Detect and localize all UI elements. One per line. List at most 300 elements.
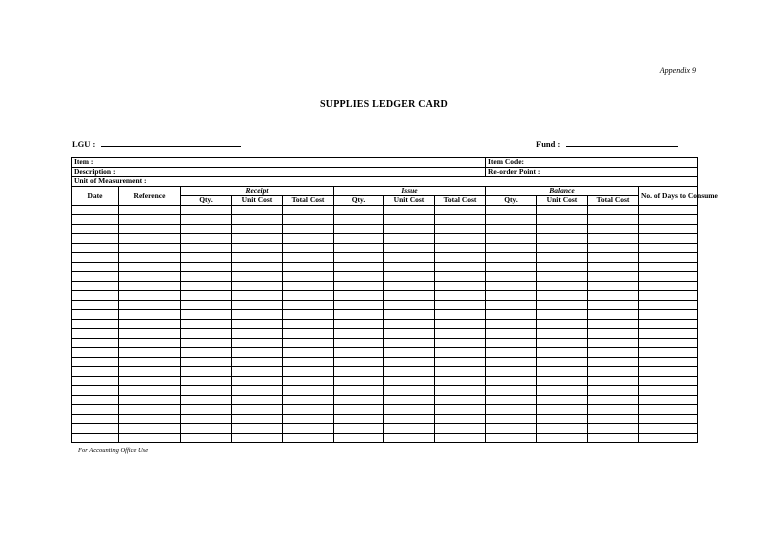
ledger-cell[interactable] [384,424,435,434]
ledger-cell[interactable] [232,395,283,405]
ledger-cell[interactable] [486,348,537,358]
ledger-cell[interactable] [72,357,119,367]
ledger-cell[interactable] [537,357,588,367]
ledger-cell[interactable] [181,376,232,386]
ledger-cell[interactable] [72,291,119,301]
ledger-cell[interactable] [639,281,698,291]
ledger-cell[interactable] [72,205,119,215]
ledger-cell[interactable] [119,329,181,339]
ledger-cell[interactable] [486,243,537,253]
ledger-cell[interactable] [588,319,639,329]
ledger-cell[interactable] [435,405,486,415]
ledger-cell[interactable] [72,234,119,244]
ledger-cell[interactable] [639,367,698,377]
ledger-cell[interactable] [537,433,588,443]
ledger-cell[interactable] [181,367,232,377]
ledger-cell[interactable] [588,205,639,215]
ledger-cell[interactable] [486,424,537,434]
ledger-cell[interactable] [639,348,698,358]
ledger-cell[interactable] [435,281,486,291]
ledger-cell[interactable] [486,215,537,225]
ledger-cell[interactable] [537,414,588,424]
ledger-cell[interactable] [72,348,119,358]
ledger-cell[interactable] [283,414,334,424]
ledger-cell[interactable] [119,243,181,253]
ledger-cell[interactable] [435,272,486,282]
ledger-cell[interactable] [435,291,486,301]
ledger-cell[interactable] [639,386,698,396]
ledger-cell[interactable] [283,291,334,301]
ledger-cell[interactable] [588,243,639,253]
ledger-cell[interactable] [537,243,588,253]
ledger-cell[interactable] [639,262,698,272]
ledger-cell[interactable] [639,291,698,301]
ledger-cell[interactable] [283,386,334,396]
ledger-cell[interactable] [232,405,283,415]
lgu-blank-line[interactable] [101,138,241,147]
ledger-cell[interactable] [486,319,537,329]
ledger-cell[interactable] [119,424,181,434]
ledger-cell[interactable] [72,281,119,291]
ledger-cell[interactable] [72,367,119,377]
ledger-cell[interactable] [119,205,181,215]
ledger-cell[interactable] [639,405,698,415]
ledger-cell[interactable] [72,386,119,396]
ledger-cell[interactable] [639,272,698,282]
ledger-cell[interactable] [486,262,537,272]
ledger-cell[interactable] [639,376,698,386]
ledger-cell[interactable] [232,253,283,263]
ledger-cell[interactable] [334,262,384,272]
ledger-cell[interactable] [435,310,486,320]
ledger-cell[interactable] [232,376,283,386]
ledger-cell[interactable] [435,329,486,339]
ledger-cell[interactable] [181,319,232,329]
ledger-cell[interactable] [639,253,698,263]
ledger-cell[interactable] [334,424,384,434]
ledger-cell[interactable] [435,234,486,244]
ledger-cell[interactable] [181,281,232,291]
ledger-cell[interactable] [486,300,537,310]
ledger-cell[interactable] [588,329,639,339]
ledger-cell[interactable] [435,395,486,405]
ledger-cell[interactable] [283,405,334,415]
ledger-cell[interactable] [232,329,283,339]
ledger-cell[interactable] [232,272,283,282]
ledger-cell[interactable] [334,224,384,234]
ledger-cell[interactable] [334,395,384,405]
ledger-cell[interactable] [588,376,639,386]
ledger-cell[interactable] [181,433,232,443]
ledger-cell[interactable] [588,395,639,405]
ledger-cell[interactable] [181,300,232,310]
ledger-cell[interactable] [181,205,232,215]
unit-of-measurement-label[interactable]: Unit of Measurement : [72,177,698,187]
ledger-cell[interactable] [72,414,119,424]
ledger-cell[interactable] [283,253,334,263]
ledger-cell[interactable] [72,433,119,443]
ledger-cell[interactable] [232,319,283,329]
ledger-cell[interactable] [384,310,435,320]
ledger-cell[interactable] [119,357,181,367]
ledger-cell[interactable] [119,367,181,377]
ledger-cell[interactable] [639,205,698,215]
ledger-cell[interactable] [588,272,639,282]
ledger-cell[interactable] [384,215,435,225]
ledger-cell[interactable] [283,395,334,405]
ledger-cell[interactable] [384,300,435,310]
ledger-cell[interactable] [537,281,588,291]
ledger-cell[interactable] [119,224,181,234]
ledger-cell[interactable] [181,357,232,367]
ledger-cell[interactable] [435,262,486,272]
ledger-cell[interactable] [232,310,283,320]
ledger-cell[interactable] [384,386,435,396]
ledger-cell[interactable] [119,319,181,329]
ledger-cell[interactable] [486,310,537,320]
ledger-cell[interactable] [181,224,232,234]
ledger-cell[interactable] [283,367,334,377]
ledger-cell[interactable] [384,357,435,367]
ledger-cell[interactable] [639,357,698,367]
ledger-cell[interactable] [435,215,486,225]
ledger-cell[interactable] [486,205,537,215]
ledger-cell[interactable] [334,300,384,310]
ledger-cell[interactable] [72,253,119,263]
ledger-cell[interactable] [639,433,698,443]
fund-blank-line[interactable] [566,138,678,147]
ledger-cell[interactable] [119,405,181,415]
ledger-cell[interactable] [334,386,384,396]
ledger-cell[interactable] [334,357,384,367]
ledger-cell[interactable] [588,300,639,310]
ledger-cell[interactable] [334,348,384,358]
ledger-cell[interactable] [72,272,119,282]
ledger-cell[interactable] [537,310,588,320]
ledger-cell[interactable] [232,234,283,244]
ledger-cell[interactable] [119,300,181,310]
ledger-cell[interactable] [72,376,119,386]
ledger-cell[interactable] [588,224,639,234]
ledger-cell[interactable] [334,405,384,415]
ledger-cell[interactable] [119,376,181,386]
ledger-cell[interactable] [588,405,639,415]
ledger-cell[interactable] [72,319,119,329]
ledger-cell[interactable] [72,424,119,434]
ledger-cell[interactable] [334,310,384,320]
ledger-cell[interactable] [232,243,283,253]
ledger-cell[interactable] [283,215,334,225]
ledger-cell[interactable] [537,224,588,234]
ledger-cell[interactable] [283,376,334,386]
ledger-cell[interactable] [334,329,384,339]
ledger-cell[interactable] [334,253,384,263]
ledger-cell[interactable] [334,414,384,424]
ledger-cell[interactable] [639,300,698,310]
ledger-cell[interactable] [486,414,537,424]
ledger-cell[interactable] [181,424,232,434]
ledger-cell[interactable] [486,395,537,405]
ledger-cell[interactable] [486,234,537,244]
item-code-label[interactable]: Item Code: [486,158,698,168]
ledger-cell[interactable] [588,281,639,291]
ledger-cell[interactable] [334,319,384,329]
ledger-cell[interactable] [181,405,232,415]
ledger-cell[interactable] [486,253,537,263]
reorder-point-label[interactable]: Re-order Point : [486,167,698,177]
ledger-cell[interactable] [639,319,698,329]
ledger-cell[interactable] [537,395,588,405]
ledger-cell[interactable] [232,348,283,358]
ledger-cell[interactable] [588,386,639,396]
ledger-cell[interactable] [486,224,537,234]
ledger-cell[interactable] [181,253,232,263]
ledger-cell[interactable] [232,338,283,348]
ledger-cell[interactable] [384,367,435,377]
ledger-cell[interactable] [119,262,181,272]
ledger-cell[interactable] [232,357,283,367]
ledger-cell[interactable] [334,291,384,301]
ledger-cell[interactable] [486,291,537,301]
ledger-cell[interactable] [537,291,588,301]
ledger-cell[interactable] [334,281,384,291]
ledger-cell[interactable] [537,234,588,244]
ledger-cell[interactable] [486,376,537,386]
ledger-cell[interactable] [119,414,181,424]
ledger-cell[interactable] [588,357,639,367]
ledger-cell[interactable] [334,272,384,282]
ledger-cell[interactable] [232,291,283,301]
ledger-cell[interactable] [119,386,181,396]
ledger-cell[interactable] [384,205,435,215]
ledger-cell[interactable] [435,367,486,377]
ledger-cell[interactable] [384,433,435,443]
ledger-cell[interactable] [283,243,334,253]
ledger-cell[interactable] [486,386,537,396]
ledger-cell[interactable] [435,253,486,263]
ledger-cell[interactable] [588,367,639,377]
ledger-cell[interactable] [334,205,384,215]
ledger-cell[interactable] [537,338,588,348]
ledger-cell[interactable] [72,405,119,415]
ledger-cell[interactable] [639,338,698,348]
ledger-cell[interactable] [384,234,435,244]
ledger-cell[interactable] [283,310,334,320]
ledger-cell[interactable] [119,215,181,225]
ledger-cell[interactable] [435,300,486,310]
ledger-cell[interactable] [72,224,119,234]
ledger-cell[interactable] [181,272,232,282]
ledger-cell[interactable] [181,414,232,424]
ledger-cell[interactable] [639,234,698,244]
ledger-cell[interactable] [181,386,232,396]
ledger-cell[interactable] [384,338,435,348]
ledger-cell[interactable] [588,348,639,358]
ledger-cell[interactable] [283,357,334,367]
ledger-cell[interactable] [639,414,698,424]
ledger-cell[interactable] [537,319,588,329]
ledger-cell[interactable] [639,329,698,339]
ledger-cell[interactable] [232,281,283,291]
ledger-cell[interactable] [486,338,537,348]
ledger-cell[interactable] [537,262,588,272]
ledger-cell[interactable] [334,367,384,377]
ledger-cell[interactable] [334,234,384,244]
ledger-cell[interactable] [384,224,435,234]
ledger-cell[interactable] [486,272,537,282]
ledger-cell[interactable] [232,215,283,225]
ledger-cell[interactable] [537,348,588,358]
description-label[interactable]: Description : [72,167,486,177]
ledger-cell[interactable] [72,300,119,310]
ledger-cell[interactable] [384,272,435,282]
ledger-cell[interactable] [232,367,283,377]
ledger-cell[interactable] [181,395,232,405]
ledger-cell[interactable] [119,272,181,282]
ledger-cell[interactable] [435,243,486,253]
ledger-cell[interactable] [283,205,334,215]
ledger-cell[interactable] [435,424,486,434]
ledger-cell[interactable] [435,319,486,329]
ledger-cell[interactable] [537,367,588,377]
ledger-cell[interactable] [588,310,639,320]
ledger-cell[interactable] [486,405,537,415]
ledger-cell[interactable] [588,424,639,434]
ledger-cell[interactable] [435,338,486,348]
ledger-cell[interactable] [435,376,486,386]
ledger-cell[interactable] [435,433,486,443]
ledger-cell[interactable] [588,215,639,225]
ledger-cell[interactable] [232,433,283,443]
ledger-cell[interactable] [119,281,181,291]
ledger-cell[interactable] [435,348,486,358]
ledger-cell[interactable] [486,329,537,339]
ledger-cell[interactable] [283,424,334,434]
ledger-cell[interactable] [435,386,486,396]
ledger-cell[interactable] [283,329,334,339]
ledger-cell[interactable] [283,300,334,310]
ledger-cell[interactable] [181,234,232,244]
ledger-cell[interactable] [588,433,639,443]
ledger-cell[interactable] [537,253,588,263]
ledger-cell[interactable] [588,291,639,301]
ledger-cell[interactable] [232,300,283,310]
ledger-cell[interactable] [435,224,486,234]
ledger-cell[interactable] [119,348,181,358]
ledger-cell[interactable] [537,215,588,225]
ledger-cell[interactable] [639,310,698,320]
ledger-cell[interactable] [232,424,283,434]
ledger-cell[interactable] [181,291,232,301]
ledger-cell[interactable] [639,424,698,434]
ledger-cell[interactable] [537,205,588,215]
ledger-cell[interactable] [283,234,334,244]
ledger-cell[interactable] [537,300,588,310]
ledger-cell[interactable] [588,253,639,263]
ledger-cell[interactable] [334,243,384,253]
ledger-cell[interactable] [181,215,232,225]
ledger-cell[interactable] [283,224,334,234]
ledger-cell[interactable] [181,329,232,339]
ledger-cell[interactable] [283,281,334,291]
ledger-cell[interactable] [72,395,119,405]
ledger-cell[interactable] [486,433,537,443]
ledger-cell[interactable] [588,338,639,348]
ledger-cell[interactable] [588,262,639,272]
ledger-cell[interactable] [181,243,232,253]
ledger-cell[interactable] [384,253,435,263]
ledger-cell[interactable] [119,310,181,320]
ledger-cell[interactable] [283,262,334,272]
ledger-cell[interactable] [384,319,435,329]
ledger-cell[interactable] [384,414,435,424]
ledger-cell[interactable] [283,319,334,329]
ledger-cell[interactable] [334,215,384,225]
ledger-cell[interactable] [384,348,435,358]
ledger-cell[interactable] [537,405,588,415]
ledger-cell[interactable] [334,376,384,386]
ledger-cell[interactable] [435,205,486,215]
ledger-cell[interactable] [384,329,435,339]
ledger-cell[interactable] [384,376,435,386]
ledger-cell[interactable] [283,433,334,443]
ledger-cell[interactable] [181,338,232,348]
ledger-cell[interactable] [384,262,435,272]
ledger-cell[interactable] [537,329,588,339]
ledger-cell[interactable] [72,338,119,348]
ledger-cell[interactable] [435,357,486,367]
ledger-cell[interactable] [181,348,232,358]
ledger-cell[interactable] [537,376,588,386]
ledger-cell[interactable] [334,338,384,348]
ledger-cell[interactable] [119,234,181,244]
ledger-cell[interactable] [72,215,119,225]
ledger-cell[interactable] [72,310,119,320]
ledger-cell[interactable] [181,262,232,272]
ledger-cell[interactable] [639,215,698,225]
ledger-cell[interactable] [72,243,119,253]
ledger-cell[interactable] [537,386,588,396]
ledger-cell[interactable] [486,281,537,291]
ledger-cell[interactable] [639,224,698,234]
item-label[interactable]: Item : [72,158,486,168]
ledger-cell[interactable] [588,414,639,424]
ledger-cell[interactable] [537,272,588,282]
ledger-cell[interactable] [384,405,435,415]
ledger-cell[interactable] [232,262,283,272]
ledger-cell[interactable] [119,395,181,405]
ledger-cell[interactable] [119,433,181,443]
ledger-cell[interactable] [283,338,334,348]
ledger-cell[interactable] [72,262,119,272]
ledger-cell[interactable] [232,224,283,234]
ledger-cell[interactable] [384,395,435,405]
ledger-cell[interactable] [232,205,283,215]
ledger-cell[interactable] [486,367,537,377]
ledger-cell[interactable] [181,310,232,320]
ledger-cell[interactable] [283,272,334,282]
ledger-cell[interactable] [232,386,283,396]
ledger-cell[interactable] [283,348,334,358]
ledger-cell[interactable] [384,291,435,301]
ledger-cell[interactable] [588,234,639,244]
ledger-cell[interactable] [119,291,181,301]
ledger-cell[interactable] [232,414,283,424]
ledger-cell[interactable] [119,253,181,263]
ledger-cell[interactable] [435,414,486,424]
ledger-cell[interactable] [384,281,435,291]
ledger-cell[interactable] [72,329,119,339]
